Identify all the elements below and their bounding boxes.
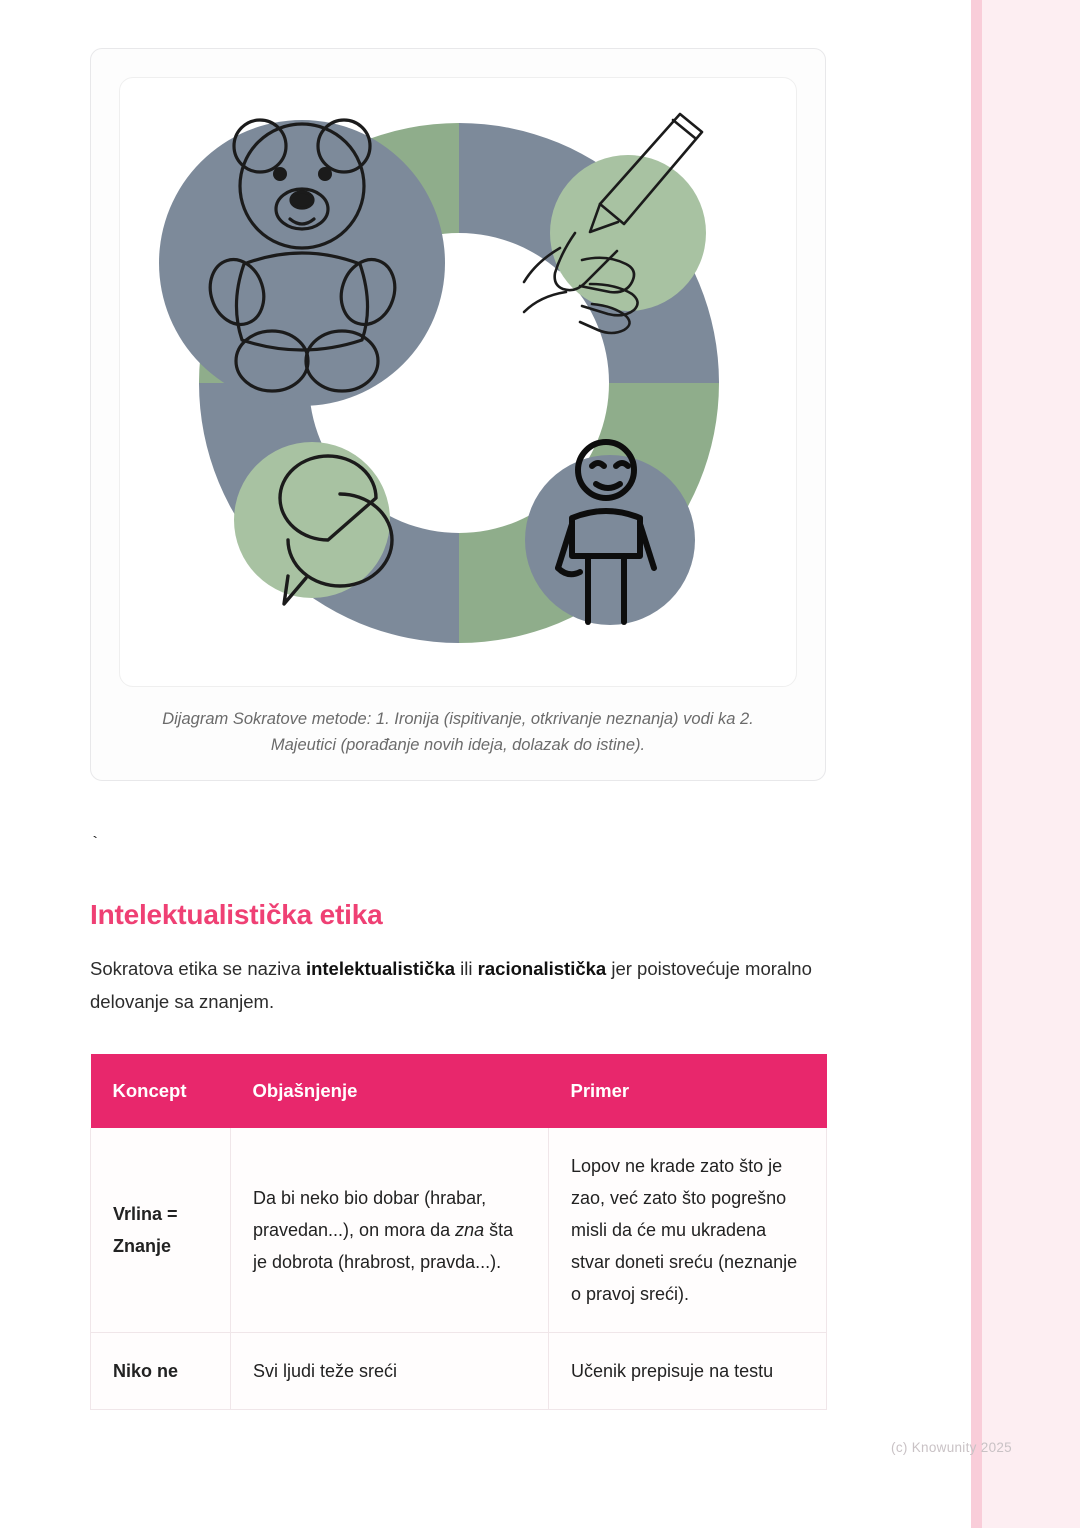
speech-bubbles-icon	[234, 442, 392, 604]
table-row	[91, 1333, 827, 1410]
paragraph-bold-1: intelektualistička	[305, 958, 456, 980]
cell-explanation	[231, 1128, 549, 1333]
table-header-row	[91, 1054, 827, 1128]
cell-concept: Niko ne	[91, 1333, 231, 1410]
table-header	[91, 1054, 827, 1128]
table-header-primer: Primer	[549, 1054, 827, 1128]
right-rail-strong	[971, 0, 982, 1528]
cell-example: Lopov ne krade zato što je zao, već zato što pogrešno misli da će mu ukradena stvar doneti sreću (neznanje o pravoj sreći).	[549, 1128, 827, 1333]
table-header-koncept: Koncept	[91, 1054, 231, 1128]
table-header-objasnjenje: Objašnjenje	[231, 1054, 549, 1128]
figure-image	[119, 77, 797, 687]
ethics-table	[90, 1054, 827, 1410]
watermark: (c) Knowunity 2025	[891, 1440, 1012, 1455]
cell-example: Učenik prepisuje na testu	[549, 1333, 827, 1410]
paragraph-part-2: ili	[455, 958, 478, 980]
paragraph-part-3: jer poistovećuje moralno delovanje sa znanjem.	[90, 958, 812, 1012]
document-content	[90, 0, 830, 1410]
paragraph-bold-2: racionalistička	[477, 958, 607, 980]
figure-card	[90, 48, 826, 781]
section-paragraph	[90, 953, 830, 1018]
explanation-post: šta je dobrota (hrabrost, pravda...).	[253, 1219, 514, 1272]
paragraph-part-1: Sokratova etika se naziva	[90, 958, 306, 980]
table-body	[91, 1128, 827, 1410]
explanation-pre: Da bi neko bio dobar (hrabar, pravedan...), on mora da	[253, 1187, 487, 1240]
stray-backtick: `	[90, 835, 101, 855]
cell-concept: Vrlina = Znanje	[91, 1128, 231, 1333]
figure-caption: Dijagram Sokratove metode: 1. Ironija (ispitivanje, otkrivanje neznanja) vodi ka 2. Majeutici (porađanje novih ideja, dolazak do istine).	[162, 710, 754, 754]
socratic-method-diagram	[120, 78, 797, 687]
cell-explanation: Svi ljudi teže sreći	[231, 1333, 549, 1410]
explanation-emphasis: zna	[455, 1219, 485, 1240]
section-heading: Intelektualistička etika	[90, 899, 383, 931]
table-row	[91, 1128, 827, 1333]
teddy-bear-icon	[159, 120, 445, 406]
right-rail-light	[972, 0, 1080, 1528]
